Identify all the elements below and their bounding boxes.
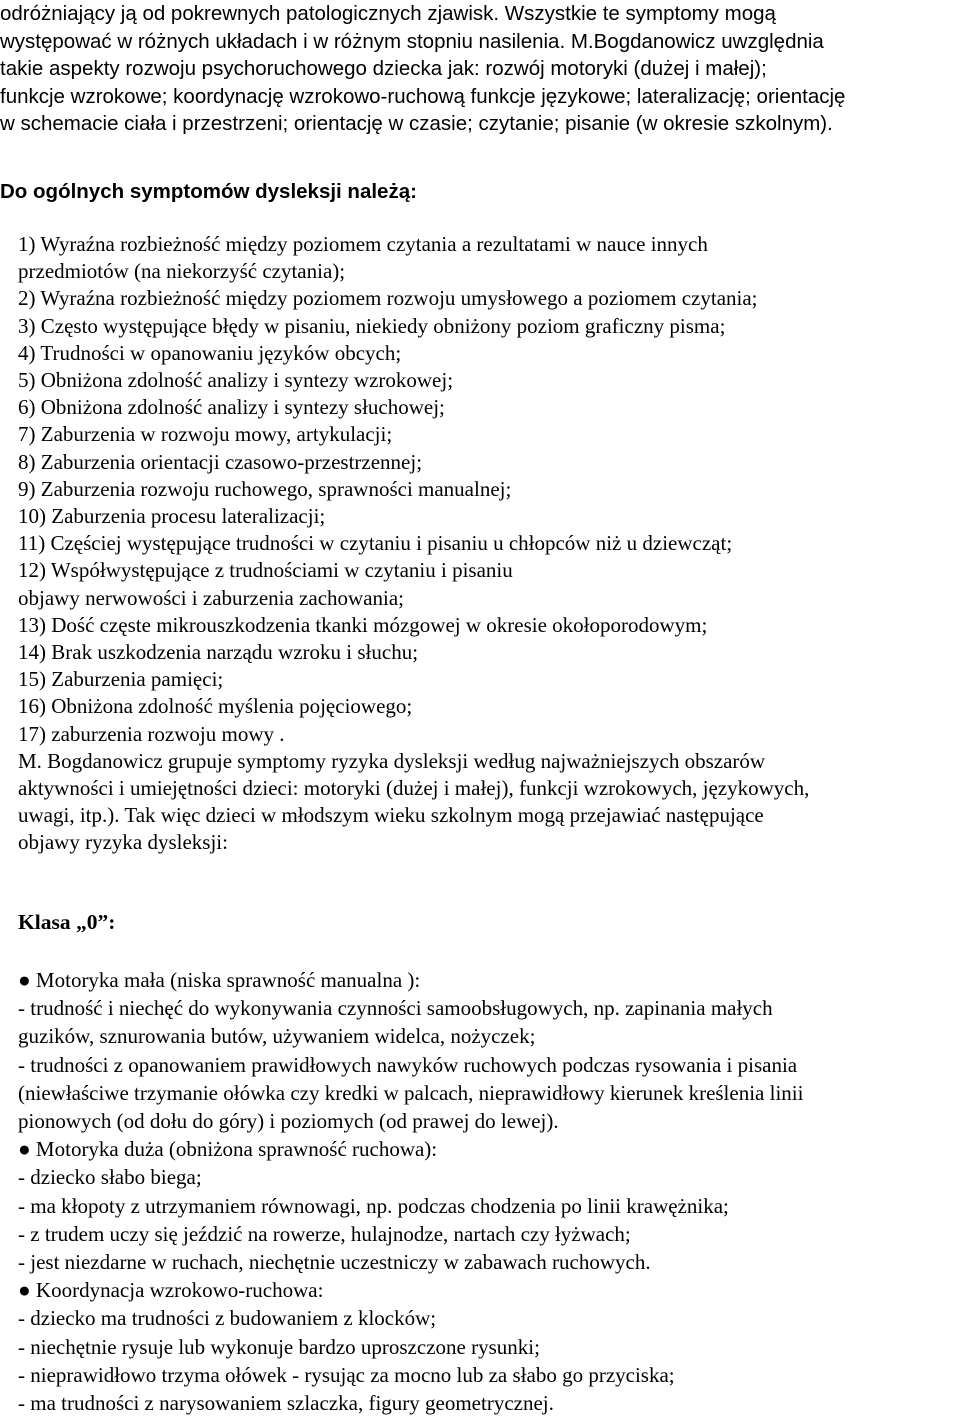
symptom-line: 5) Obniżona zdolność analizy i syntezy wzrokowej; <box>18 368 454 393</box>
symptom-line: 10) Zaburzenia procesu lateralizacji; <box>18 504 326 529</box>
symptom-line: 14) Brak uszkodzenia narządu wzroku i słuchu; <box>18 640 419 665</box>
symptom-line: 3) Często występujące błędy w pisaniu, niekiedy obniżony poziom graficzny pisma; <box>18 313 726 338</box>
symptom-line: 15) Zaburzenia pamięci; <box>18 667 224 692</box>
class-heading: Klasa „0”: <box>18 910 116 934</box>
symptom-line: M. Bogdanowicz grupuje symptomy ryzyka dysleksji według najważniejszych obszarów <box>18 748 766 773</box>
symptom-line: 7) Zaburzenia w rozwoju mowy, artykulacji; <box>18 422 393 447</box>
intro-line: w schemacie ciała i przestrzeni; orientację w czasie; czytanie; pisanie (w okresie szkolnym). <box>0 112 833 135</box>
section-line: ● Motoryka duża (obniżona sprawność ruchowa): <box>18 1137 438 1162</box>
symptom-line: przedmiotów (na niekorzyść czytania); <box>18 259 346 284</box>
symptom-line: uwagi, itp.). Tak więc dzieci w młodszym wieku szkolnym mogą przejawiać następujące <box>18 803 764 828</box>
section-line: ● Koordynacja wzrokowo-ruchowa: <box>18 1278 324 1303</box>
intro-paragraph <box>0 0 960 138</box>
section-line: - ma trudności z narysowaniem szlaczka, figury geometrycznej. <box>18 1391 554 1416</box>
intro-line: odróżniający ją od pokrewnych patologicznych zjawisk. Wszystkie te symptomy mogą <box>0 2 776 25</box>
symptoms-heading: Do ogólnych symptomów dysleksji należą: <box>0 180 417 203</box>
symptom-line: 1) Wyraźna rozbieżność między poziomem czytania a rezultatami w nauce innych <box>18 232 708 256</box>
symptom-line: 11) Częściej występujące trudności w czytaniu i pisaniu u chłopców niż u dziewcząt; <box>18 531 733 556</box>
section-line: - trudność i niechęć do wykonywania czynności samoobsługowych, np. zapinania małych <box>18 996 773 1021</box>
symptom-line: objawy ryzyka dysleksji: <box>18 830 228 855</box>
section-line: - z trudem uczy się jeździć na rowerze, hulajnodze, nartach czy łyżwach; <box>18 1221 631 1246</box>
section-line: - niechętnie rysuje lub wykonuje bardzo uproszczone rysunki; <box>18 1334 540 1359</box>
section-line: ● Motoryka mała (niska sprawność manualna ): <box>18 968 421 992</box>
section-line: - nieprawidłowo trzyma ołówek - rysując za mocno lub za słabo go przyciska; <box>18 1362 675 1387</box>
symptom-line: objawy nerwowości i zaburzenia zachowania; <box>18 585 404 610</box>
section-line: - dziecko słabo biega; <box>18 1165 202 1190</box>
symptom-line: 9) Zaburzenia rozwoju ruchowego, sprawności manualnej; <box>18 476 512 501</box>
symptom-line: 16) Obniżona zdolność myślenia pojęciowego; <box>18 694 413 719</box>
section-line: (niewłaściwe trzymanie ołówka czy kredki w palcach, nieprawidłowy kierunek kreślenia linii <box>18 1080 804 1105</box>
intro-line: funkcje wzrokowe; koordynację wzrokowo-ruchową funkcje językowe; lateralizację; orientację <box>0 84 846 108</box>
symptoms-list <box>18 231 958 857</box>
symptom-line: 13) Dość częste mikrouszkodzenia tkanki mózgowej w okresie okołoporodowym; <box>18 612 708 637</box>
intro-line: występować w różnych układach i w różnym stopniu nasilenia. M.Bogdanowicz uwzględnia <box>0 29 824 53</box>
symptom-line: 4) Trudności w opanowaniu języków obcych; <box>18 340 402 365</box>
symptom-line: 2) Wyraźna rozbieżność między poziomem rozwoju umysłowego a poziomem czytania; <box>18 286 758 311</box>
section-line: - trudności z opanowaniem prawidłowych nawyków ruchowych podczas rysowania i pisania <box>18 1052 798 1077</box>
section-line: - dziecko ma trudności z budowaniem z klocków; <box>18 1306 437 1331</box>
section-line: - ma kłopoty z utrzymaniem równowagi, np. podczas chodzenia po linii krawężnika; <box>18 1193 729 1218</box>
section-line: - jest niezdarne w ruchach, niechętnie uczestniczy w zabawach ruchowych. <box>18 1250 651 1275</box>
symptom-line: 17) zaburzenia rozwoju mowy . <box>18 721 285 746</box>
section-line: pionowych (od dołu do góry) i poziomych (od prawej do lewej). <box>18 1109 559 1134</box>
class-zero-section <box>18 966 958 1417</box>
symptom-line: 8) Zaburzenia orientacji czasowo-przestrzennej; <box>18 449 423 474</box>
symptom-line: aktywności i umiejętności dzieci: motoryki (dużej i małej), funkcji wzrokowych, językowych, <box>18 776 810 801</box>
symptom-line: 6) Obniżona zdolność analizy i syntezy słuchowej; <box>18 395 445 420</box>
intro-line: takie aspekty rozwoju psychoruchowego dziecka jak: rozwój motoryki (dużej i małej); <box>0 57 767 80</box>
symptom-line: 12) Współwystępujące z trudnościami w czytaniu i pisaniu <box>18 558 513 583</box>
section-line: guzików, sznurowania butów, używaniem widelca, nożyczek; <box>18 1024 536 1049</box>
